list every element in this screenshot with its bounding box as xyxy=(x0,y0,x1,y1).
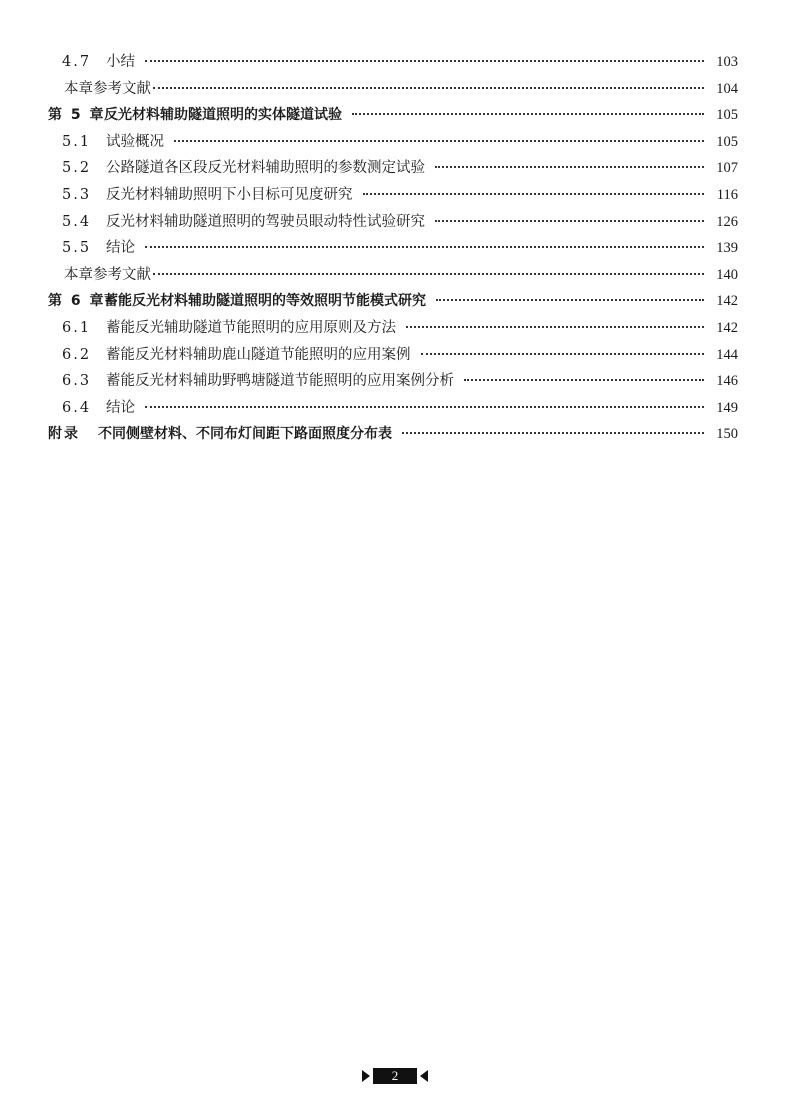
toc-entry-title: 蓄能反光材料辅助隧道照明的等效照明节能模式研究 xyxy=(104,293,426,310)
dot-leader xyxy=(435,166,704,168)
toc-entry-title: 不同侧壁材料、不同布灯间距下路面照度分布表 xyxy=(98,426,392,443)
dot-leader xyxy=(174,140,704,142)
dot-leader xyxy=(145,406,704,408)
toc-entry-page: 105 xyxy=(716,133,738,150)
toc-entry-5-5[interactable] xyxy=(48,235,738,262)
dot-leader xyxy=(145,246,704,248)
toc-entry-6-1[interactable] xyxy=(48,315,738,342)
dot-leader xyxy=(145,60,704,62)
toc-entry-page: 103 xyxy=(716,54,738,70)
toc-entry-6-2[interactable] xyxy=(48,342,738,369)
toc-entry-references-ch4[interactable] xyxy=(48,76,738,103)
dot-leader xyxy=(435,220,704,222)
toc-entry-page: 144 xyxy=(716,346,738,363)
triangle-right-icon xyxy=(362,1070,370,1082)
toc-entry-number: 第 5 章 xyxy=(48,107,106,124)
toc-entry-appendix[interactable] xyxy=(48,421,738,448)
toc-entry-number: 6.3 xyxy=(62,373,92,390)
page-footer xyxy=(0,1067,790,1085)
toc-entry-number: 4.7 xyxy=(62,54,92,70)
toc-entry-number: 附录 xyxy=(48,426,80,443)
toc-entry-page: 104 xyxy=(716,80,738,97)
toc-entry-6-3[interactable] xyxy=(48,368,738,395)
triangle-left-icon xyxy=(420,1070,428,1082)
toc-entry-number: 5.3 xyxy=(62,186,92,203)
toc-entry-title: 公路隧道各区段反光材料辅助照明的参数测定试验 xyxy=(106,160,425,177)
toc-entry-5-3[interactable] xyxy=(48,182,738,209)
toc-entry-title: 本章参考文献 xyxy=(64,80,151,97)
toc-entry-page: 139 xyxy=(716,240,738,257)
toc-entry-number: 5.5 xyxy=(62,240,92,257)
toc-entry-page: 140 xyxy=(716,266,738,283)
toc-entry-title: 反光材料辅助隧道照明的实体隧道试验 xyxy=(104,107,342,124)
toc-entry-number: 5.4 xyxy=(62,213,92,230)
dot-leader xyxy=(406,326,704,328)
page-number: 2 xyxy=(373,1068,417,1084)
toc-entry-page: 126 xyxy=(716,213,738,230)
toc-entry-title: 小结 xyxy=(106,54,135,70)
dot-leader xyxy=(363,193,705,195)
toc-entry-number: 5.2 xyxy=(62,160,92,177)
toc-entry-page: 105 xyxy=(716,107,738,124)
toc-entry-title: 试验概况 xyxy=(106,133,164,150)
toc-entry-page: 150 xyxy=(716,426,738,443)
toc-entry-page: 149 xyxy=(716,399,738,416)
dot-leader xyxy=(352,113,704,115)
dot-leader xyxy=(464,379,704,381)
toc-entry-5-4[interactable] xyxy=(48,209,738,236)
toc-entry-number: 6.1 xyxy=(62,319,92,336)
toc-entry-title: 蓄能反光材料辅助野鸭塘隧道节能照明的应用案例分析 xyxy=(106,373,454,390)
toc-entry-chapter-5[interactable] xyxy=(48,102,738,129)
toc-entry-chapter-6[interactable] xyxy=(48,288,738,315)
toc-entry-number: 5.1 xyxy=(62,133,92,150)
toc-entry-title: 结论 xyxy=(106,399,135,416)
toc-entry-number: 6.2 xyxy=(62,346,92,363)
toc-entry-page: 146 xyxy=(716,373,738,390)
toc-entry-6-4[interactable] xyxy=(48,395,738,422)
dot-leader xyxy=(153,87,704,89)
dot-leader xyxy=(153,273,704,275)
toc-entry-references-ch5[interactable] xyxy=(48,262,738,289)
toc-entry-5-1[interactable] xyxy=(48,129,738,156)
toc-entry-4-7[interactable] xyxy=(48,49,738,76)
toc-entry-5-2[interactable] xyxy=(48,155,738,182)
toc-entry-page: 142 xyxy=(716,319,738,336)
toc-entry-page: 142 xyxy=(716,293,738,310)
toc-entry-number: 第 6 章 xyxy=(48,293,106,310)
toc-entry-title: 本章参考文献 xyxy=(64,266,151,283)
toc-entry-title: 蓄能反光材料辅助鹿山隧道节能照明的应用案例 xyxy=(106,346,411,363)
toc-entry-title: 反光材料辅助隧道照明的驾驶员眼动特性试验研究 xyxy=(106,213,425,230)
dot-leader xyxy=(436,299,704,301)
toc-entry-title: 反光材料辅助照明下小目标可见度研究 xyxy=(106,186,353,203)
table-of-contents xyxy=(48,49,738,448)
toc-entry-number: 6.4 xyxy=(62,399,92,416)
dot-leader xyxy=(402,432,704,434)
toc-entry-page: 116 xyxy=(716,186,738,203)
dot-leader xyxy=(421,353,705,355)
toc-entry-page: 107 xyxy=(716,160,738,177)
toc-entry-title: 结论 xyxy=(106,240,135,257)
toc-entry-title: 蓄能反光辅助隧道节能照明的应用原则及方法 xyxy=(106,319,396,336)
